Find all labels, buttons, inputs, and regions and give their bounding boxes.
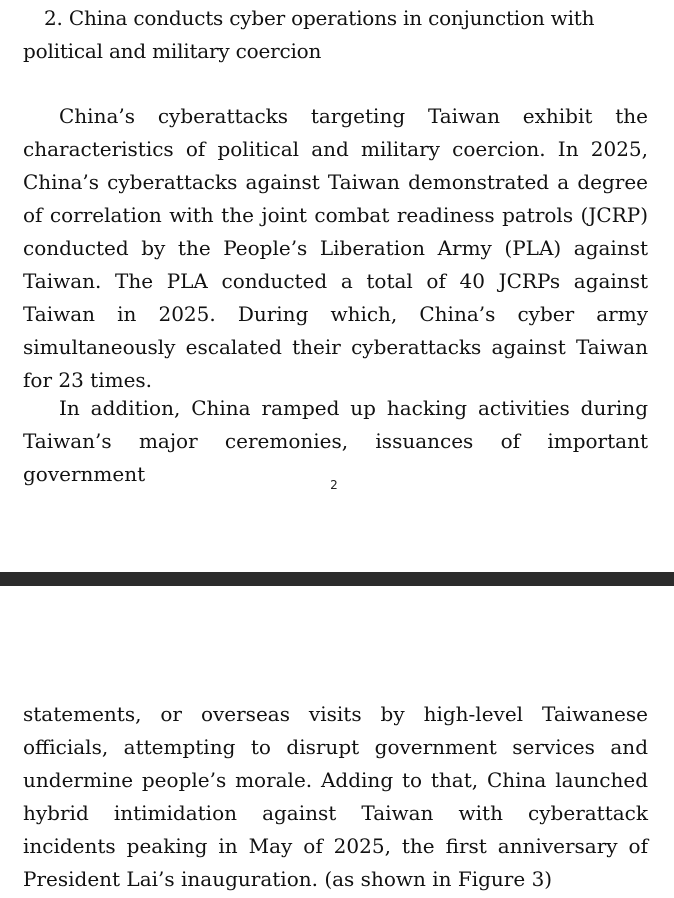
body-paragraph: In addition, China ramped up hacking activities during Taiwan’s major ceremonies, issuances of important government [23,396,648,486]
page-separator [0,572,674,586]
document-page-bottom [0,586,674,898]
section-heading: 2. China conducts cyber operations in conjunction with political and military coercion [23,6,595,63]
body-paragraph: China’s cyberattacks targeting Taiwan exhibit the characteristics of political and military coercion. In 2025, China’s cyberattacks against Taiwan demonstrated a degree of correlation with the joint combat readiness patrols (JCRP) conducted by the People’s Liberation Army (PLA) against Taiwan. The PLA conducted a total of 40 JCRPs against Taiwan in 2025. During which, China’s cyber army simultaneously escalated their cyberattacks against Taiwan for 23 times. [23,104,648,392]
page-number: 2 [330,478,338,492]
body-paragraph-continued: statements, or overseas visits by high-level Taiwanese officials, attempting to disrupt government services and undermine people’s morale. Adding to that, China launched hybrid intimidation against Taiwan with cyberattack incidents peaking in May of 2025, the first anniversary of President Lai’s inauguration. (as shown in Figure 3) [23,702,648,891]
